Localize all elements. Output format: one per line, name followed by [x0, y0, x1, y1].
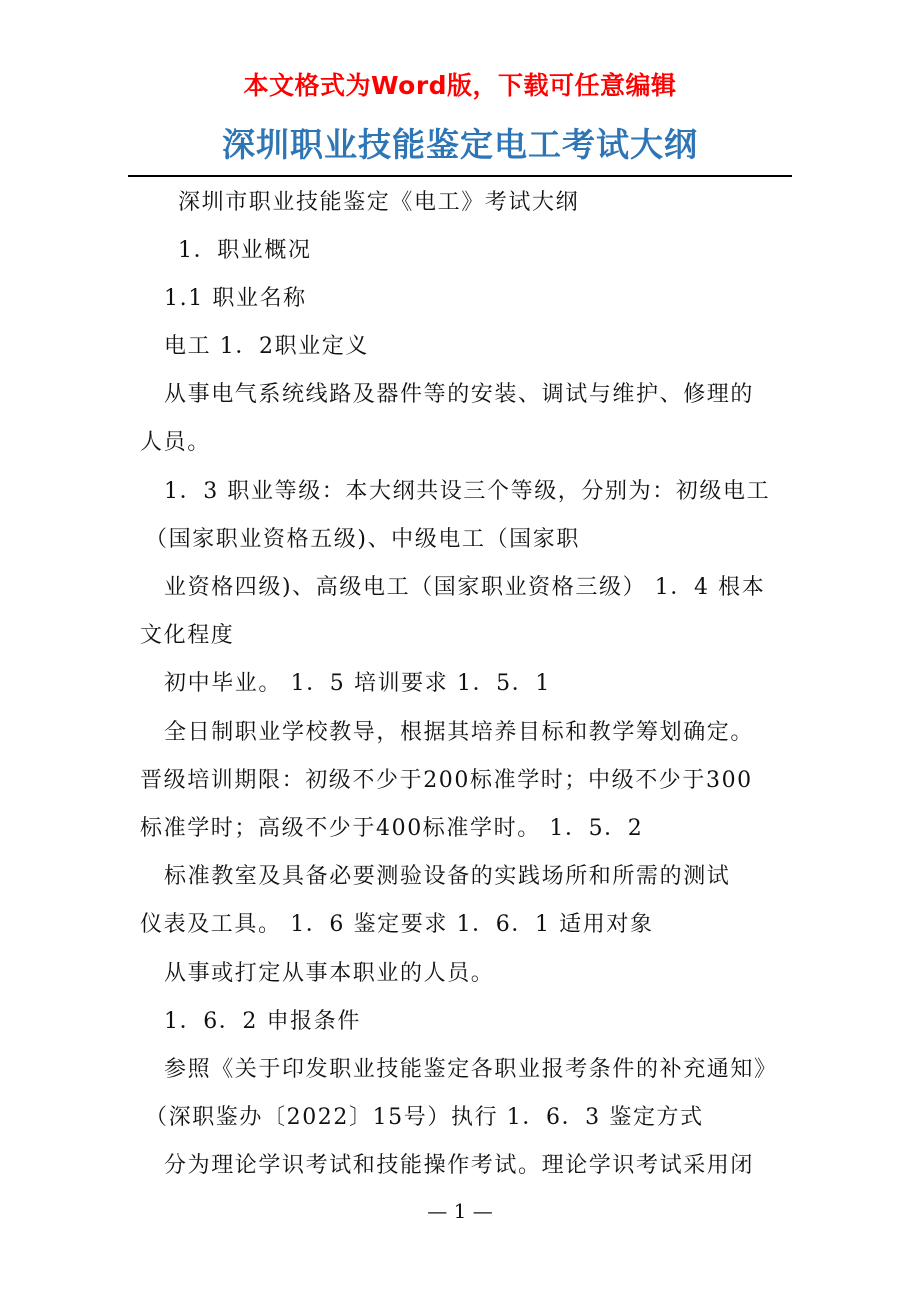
body-line: 人员。 [140, 430, 211, 455]
body-line: 1．6．2 申报条件 [164, 1009, 361, 1034]
body-line: 标准教室及具备必要测验设备的实践场所和所需的测试 [164, 864, 731, 889]
body-line: （深职鉴办〔2022〕15号）执行 1．6．3 鉴定方式 [145, 1105, 704, 1130]
body-line: 全日制职业学校教导，根据其培养目标和教学筹划确定。 [164, 720, 755, 745]
body-line: 分为理论学识考试和技能操作考试。理论学识考试采用闭 [164, 1153, 755, 1178]
body-line: 晋级培训期限：初级不少于200标准学时；中级不少于300 [140, 768, 753, 793]
body-line: 电工 1．2职业定义 [164, 334, 369, 359]
body-line: 标准学时；高级不少于400标准学时。 1．5．2 [140, 816, 644, 841]
body-line: 深圳市职业技能鉴定《电工》考试大纲 [178, 190, 580, 215]
body-line: 初中毕业。 1．5 培训要求 1．5．1 [164, 671, 551, 696]
body-line: 1．职业概况 [178, 238, 312, 263]
body-line: 参照《关于印发职业技能鉴定各职业报考条件的补充通知》 [164, 1057, 778, 1082]
body-line: 1.1 职业名称 [164, 286, 307, 311]
body-line: 文化程度 [140, 623, 235, 648]
document-title: 深圳职业技能鉴定电工考试大纲 [222, 125, 698, 164]
body-line: 从事电气系统线路及器件等的安装、调试与维护、修理的 [164, 382, 755, 407]
body-line: 业资格四级)、高级电工（国家职业资格三级） 1．4 根本 [164, 575, 766, 600]
body-line: 从事或打定从事本职业的人员。 [164, 961, 495, 986]
page-number: — 1 — [427, 1199, 493, 1223]
format-notice-banner: 本文格式为Word版，下载可任意编辑 [243, 71, 677, 100]
body-line: 1．3 职业等级：本大纲共设三个等级，分别为：初级电工 [164, 479, 771, 504]
body-line: 仪表及工具。 1．6 鉴定要求 1．6．1 适用对象 [140, 912, 654, 937]
title-divider [128, 175, 792, 177]
body-line: （国家职业资格五级)、中级电工（国家职 [145, 527, 580, 552]
